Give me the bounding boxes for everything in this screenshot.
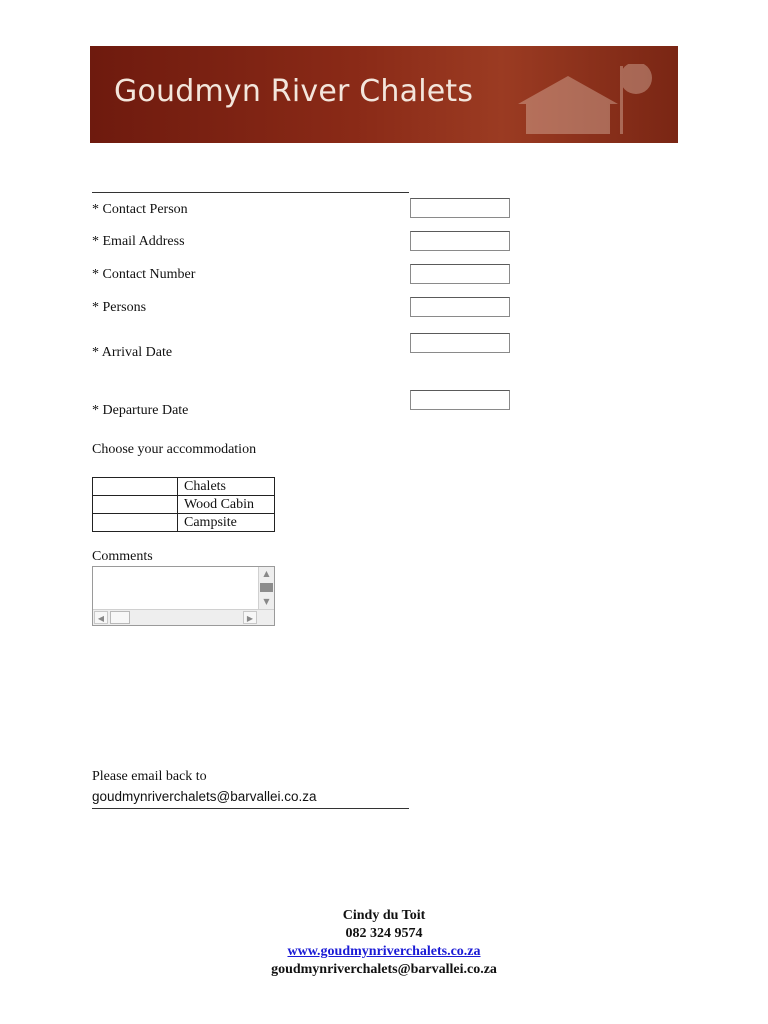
horizontal-scroll-thumb[interactable] (110, 611, 130, 624)
footer-phone: 082 324 9574 (345, 926, 423, 941)
contact-number-input[interactable] (410, 264, 510, 284)
comments-box (92, 566, 275, 626)
contact-number-label: * Contact Number (92, 267, 196, 282)
footer-email: goudmynriverchalets@barvallei.co.za (271, 962, 497, 977)
email-address-input[interactable] (410, 231, 510, 251)
horizontal-scrollbar[interactable] (93, 609, 274, 625)
persons-label: * Persons (92, 300, 147, 315)
scroll-thumb[interactable] (260, 583, 273, 592)
contact-person-input[interactable] (410, 198, 510, 218)
bottom-rule (92, 808, 409, 809)
arrival-date-label: * Arrival Date (92, 345, 173, 360)
email-back-address: goudmynriverchalets@barvallei.co.za (92, 789, 317, 804)
accommodation-table (92, 477, 275, 532)
scroll-down-icon[interactable]: ▼ (263, 597, 270, 606)
email-back-text: Please email back to (92, 769, 207, 784)
departure-date-label: * Departure Date (92, 403, 189, 418)
contact-person-label: * Contact Person (92, 202, 188, 217)
accommodation-select-cell[interactable] (93, 514, 178, 532)
arrival-date-input[interactable] (410, 333, 510, 353)
comments-label: Comments (92, 549, 153, 564)
accommodation-option: Chalets (178, 478, 275, 496)
accommodation-row (93, 478, 275, 496)
accommodation-option: Wood Cabin (178, 496, 275, 514)
contact-footer (0, 907, 768, 979)
accommodation-select-cell[interactable] (93, 478, 178, 496)
chalet-image (508, 64, 658, 134)
banner-title: Goudmyn River Chalets (114, 74, 474, 109)
accommodation-row (93, 496, 275, 514)
email-address-label: * Email Address (92, 234, 185, 249)
header-banner (90, 46, 678, 143)
departure-date-input[interactable] (410, 390, 510, 410)
scroll-up-icon[interactable]: ▲ (263, 569, 270, 578)
email-back-note (92, 767, 317, 807)
persons-input[interactable] (410, 297, 510, 317)
footer-website-link[interactable]: www.goudmynriverchalets.co.za (287, 944, 481, 959)
accommodation-row (93, 514, 275, 532)
footer-name: Cindy du Toit (342, 908, 426, 923)
accommodation-option: Campsite (178, 514, 275, 532)
accommodation-select-cell[interactable] (93, 496, 178, 514)
vertical-scrollbar[interactable] (258, 567, 274, 609)
comments-textarea[interactable] (93, 567, 258, 609)
top-rule (92, 192, 409, 193)
scroll-right-icon[interactable]: ▶ (243, 611, 257, 624)
accommodation-label: Choose your accommodation (92, 442, 257, 457)
scroll-left-icon[interactable]: ◀ (94, 611, 108, 624)
